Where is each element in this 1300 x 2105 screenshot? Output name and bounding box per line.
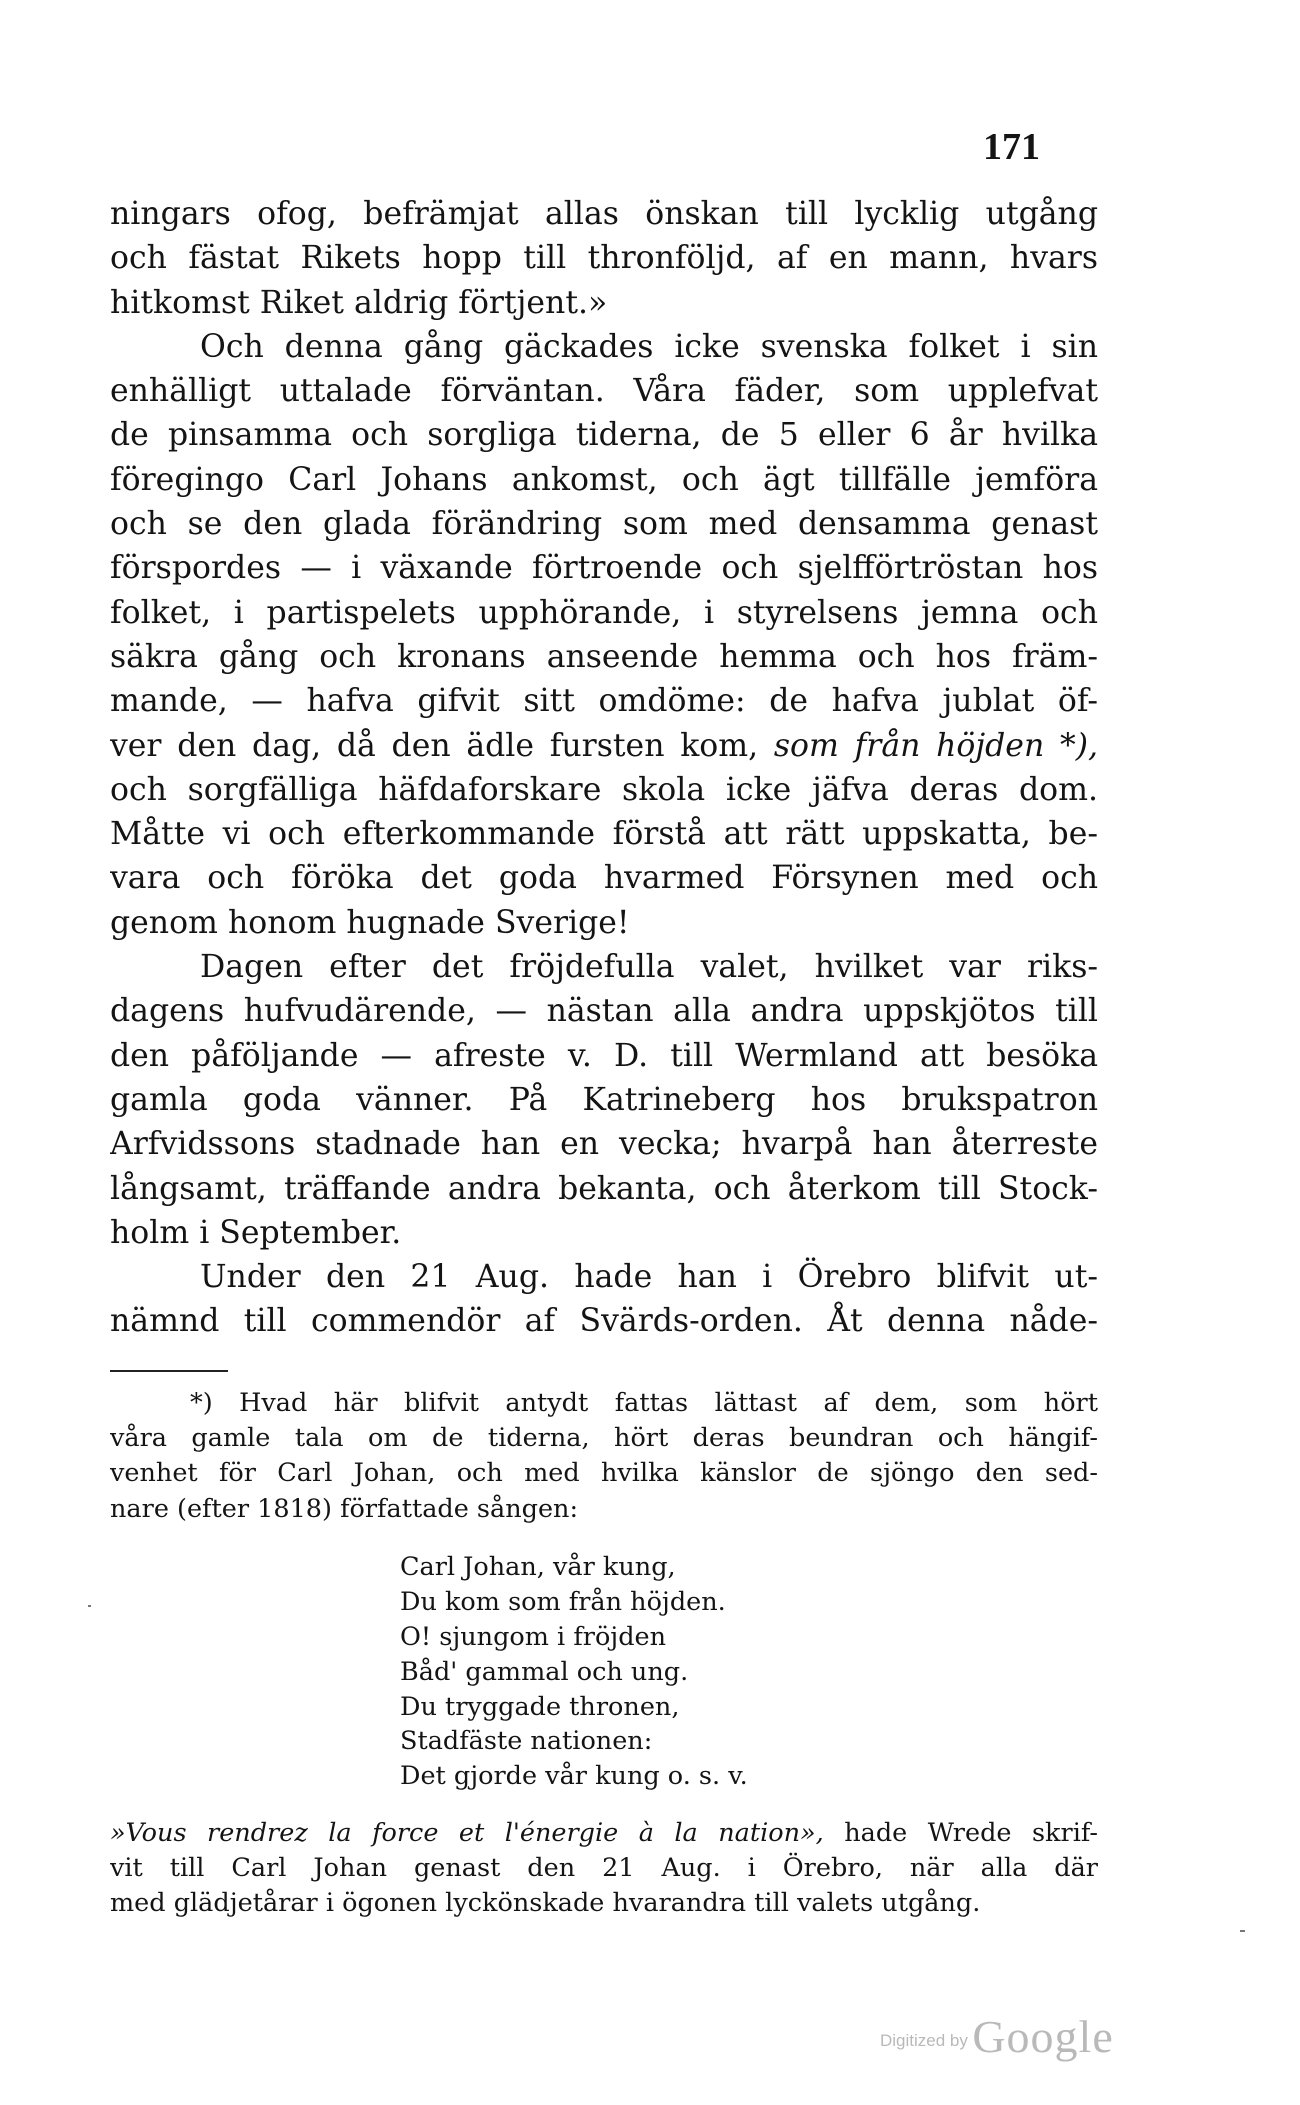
poem-line: Det gjorde vår kung o. s. v.	[400, 1761, 748, 1792]
poem-line: Du tryggade thronen,	[400, 1691, 680, 1722]
text-line: gamla goda vänner. På Katrineberg hos brukspatron	[110, 1081, 1098, 1118]
text-line: och se den glada förändring som med densamma genast	[110, 506, 1098, 543]
main-text	[110, 192, 1098, 1344]
text-line: dagens hufvudärende, — nästan alla andra uppskjötos till	[110, 993, 1098, 1030]
page-number: 171	[983, 126, 1040, 168]
footnote-line: *) Hvad här blifvit antydt fattas lättast af dem, som hört	[190, 1388, 1098, 1418]
text-line	[110, 724, 1098, 768]
footnote-line: nare (efter 1818) författade sången:	[110, 1493, 579, 1524]
scan-speck	[1240, 1930, 1245, 1932]
poem-line: Stadfäste nationen:	[400, 1726, 653, 1757]
text-line: Dagen efter det fröjdefulla valet, hvilket var riks-	[200, 949, 1098, 986]
text-line: och fästat Rikets hopp till thronföljd, af en mann, hvars	[110, 240, 1098, 277]
watermark-prefix: Digitized by	[880, 2031, 968, 2050]
text-line: nämnd till commendör af Svärds-orden. Åt denna nåde-	[110, 1303, 1098, 1340]
text-line: ningars ofog, befrämjat allas önskan till lycklig utgång	[110, 196, 1098, 232]
text-line: säkra gång och kronans anseende hemma och hos främ-	[110, 638, 1098, 675]
text-line: hitkomst Riket aldrig förtjent.»	[110, 284, 608, 321]
text-line: genom honom hugnade Sverige!	[110, 904, 630, 941]
text-line: vara och föröka det goda hvarmed Försynen med och	[110, 860, 1098, 897]
watermark-logo: Google	[972, 2011, 1114, 2062]
poem-line: Du kom som från höjden.	[400, 1586, 726, 1617]
footnote-line	[110, 1816, 1098, 1851]
poem	[400, 1550, 860, 1794]
text-line: Måtte vi och efterkommande förstå att rätt uppskatta, be-	[110, 816, 1098, 853]
text-line: mande, — hafva gifvit sitt omdöme: de hafva jublat öf-	[110, 683, 1098, 720]
footnote-closing	[110, 1816, 1098, 1922]
text-line: långsamt, träffande andra bekanta, och återkom till Stock-	[110, 1170, 1098, 1207]
poem-line: Carl Johan, vår kung,	[400, 1552, 676, 1582]
text-line: och sorgfälliga häfdaforskare skola icke jäfva deras dom.	[110, 771, 1098, 808]
footnote-line: med glädjetårar i ögonen lyckönskade hvarandra till valets utgång.	[110, 1888, 981, 1919]
digitization-watermark	[880, 2010, 1114, 2063]
poem-line: Båd' gammal och ung.	[400, 1656, 689, 1687]
french-quote: »Vous rendrez la force et l'énergie à la nation»,	[110, 1818, 824, 1848]
footnote-line: venhet för Carl Johan, och med hvilka känslor de sjöngo den sed-	[110, 1458, 1098, 1489]
text-fragment: hade Wrede skrif-	[844, 1818, 1098, 1848]
text-fragment: ver den dag, då den ädle fursten kom,	[110, 727, 759, 764]
text-line: holm i September.	[110, 1214, 402, 1251]
text-line: Och denna gång gäckades icke svenska folket i sin	[200, 328, 1098, 365]
poem-line: O! sjungom i fröjden	[400, 1621, 667, 1652]
text-line: de pinsamma och sorgliga tiderna, de 5 eller 6 år hvilka	[110, 417, 1098, 454]
scan-speck	[88, 1605, 91, 1607]
italic-quote: som från höjden *),	[773, 727, 1098, 764]
footnote-rule	[110, 1370, 228, 1372]
footnote-line: våra gamle tala om de tiderna, hört deras beundran och hängif-	[110, 1423, 1098, 1454]
text-line: förspordes — i växande förtroende och sjelfförtröstan hos	[110, 550, 1098, 587]
footnote-line: vit till Carl Johan genast den 21 Aug. i Örebro, när alla där	[110, 1853, 1098, 1884]
footnote	[110, 1386, 1098, 1527]
text-line: Under den 21 Aug. hade han i Örebro blifvit ut-	[200, 1259, 1098, 1296]
text-line: den påföljande — afreste v. D. till Wermland att besöka	[110, 1037, 1098, 1074]
text-line: enhälligt uttalade förväntan. Våra fäder, som upplefvat	[110, 373, 1098, 410]
text-line: Arfvidssons stadnade han en vecka; hvarpå han återreste	[110, 1126, 1098, 1163]
text-line: föregingo Carl Johans ankomst, och ägt tillfälle jemföra	[110, 461, 1098, 498]
text-line: folket, i partispelets upphörande, i styrelsens jemna och	[110, 594, 1098, 631]
